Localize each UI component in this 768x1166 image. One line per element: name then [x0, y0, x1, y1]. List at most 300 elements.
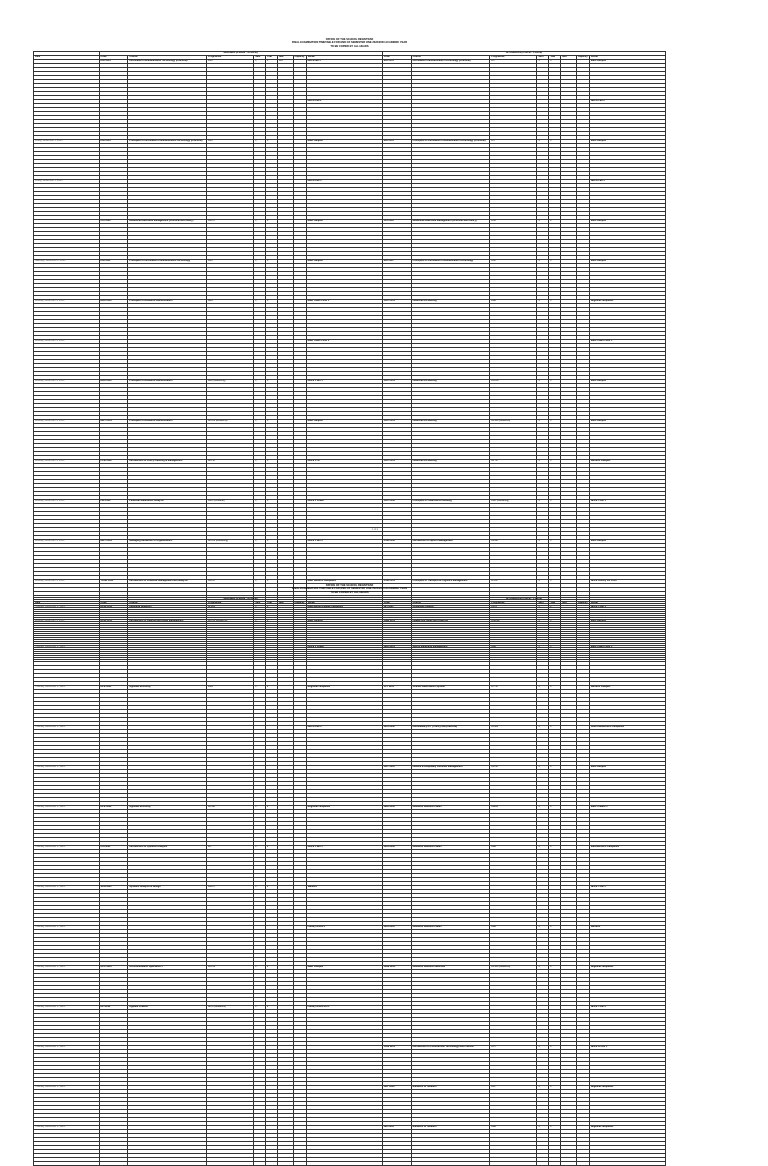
cell-mprog: BSCIT: [207, 886, 254, 890]
cell-mcourse: Introduction to Financial management and analysis: [128, 580, 207, 584]
cell-date: Friday, December 1, 2023: [34, 140, 100, 144]
cell-asem: 1: [537, 726, 549, 730]
cell-mprog: BSIT: [207, 260, 254, 264]
cell-ayear: 2: [549, 1046, 561, 1050]
cell-mcode: CIS 0106: [99, 220, 128, 224]
col-venue: Venue: [306, 56, 382, 60]
cell-mvenue: HRCR Lab 2: [306, 100, 382, 104]
cell-avenue: Main campus: [589, 766, 665, 770]
cell-acourse: Information Communication Technology (Practical): [411, 60, 490, 64]
cell-ayear: 2: [549, 966, 561, 970]
cell-msem: 1: [254, 606, 266, 610]
cell-myear: 1: [266, 500, 278, 504]
cell-asem: 1: [537, 140, 549, 144]
cell-aprog: BTLM: [490, 580, 537, 584]
cell-avenue: HRCR Lab 3: [589, 100, 665, 104]
cell-date: Tuesday, December 5, 2023: [34, 606, 100, 610]
cell-aprog: BFIN: [490, 606, 537, 610]
cell-date: Saturday, December 2, 2023: [34, 260, 100, 264]
cell-msem: 1: [254, 846, 266, 850]
cell-acode: BBA 0201: [382, 646, 411, 650]
cell-mprog: BCHM (Relations): [207, 620, 254, 624]
cell-mvenue: Main campus: [306, 420, 382, 424]
cell-aprog: BLNM: [490, 540, 537, 544]
cell-mcourse: Introduction to Policy Planning & Management: [128, 460, 207, 464]
col-year: Year: [266, 602, 278, 606]
cell-aprog: BPSM (Relations): [490, 420, 537, 424]
cell-mprog: BHRM: [207, 606, 254, 610]
col-date: Date: [34, 602, 100, 606]
cell-msem: 1: [254, 620, 266, 624]
cell-ayear: 2: [549, 220, 561, 224]
cell-avenue: Main campus: [589, 60, 665, 64]
cell-avenue: Main/Western Campuses: [589, 846, 665, 850]
cell-aprog: BSIT: [490, 260, 537, 264]
cell-acourse: Business Research Skills: [411, 806, 490, 810]
cell-asem: 1: [537, 646, 549, 650]
cell-acourse: Financial Accounting: [411, 460, 490, 464]
cell-ayear: 2: [549, 806, 561, 810]
cell-avenue: Block 5 Rm 1: [589, 500, 665, 504]
afternoon-session-header: AFTERNOON (2:00PM - 5:00PM): [382, 598, 665, 602]
cell-asem: 1: [537, 260, 549, 264]
cell-msem: 1: [254, 260, 266, 264]
cell-mvenue: Main campus: [306, 220, 382, 224]
office-heading: OFFICE OF THE SCHOOL REGISTRAR: [325, 38, 374, 41]
cell-mprog: BSA: [207, 686, 254, 690]
cell-acourse: Intermediary ICT (Theory and practical): [411, 726, 490, 730]
cell-asem: 1: [537, 1126, 549, 1130]
cell-ayear: 2: [549, 766, 561, 770]
cell-msem: 1: [254, 886, 266, 890]
timetable-page-1: [33, 38, 666, 660]
cell-acourse: Principles of Information Communication Technology: [411, 260, 490, 264]
cell-ayear: 1: [549, 580, 561, 584]
afternoon-session-header: AFTERNOON (2:00PM - 5:00PM): [382, 52, 665, 56]
cell-msem: 1: [254, 540, 266, 544]
cell-myear: 1: [266, 140, 278, 144]
cell-acode: BIR 0204: [382, 1126, 411, 1130]
morning-session-header: MORNING (8:30AM - 12:30PM): [99, 598, 382, 602]
cell-mcourse: Principles of Business Administration: [128, 300, 207, 304]
cell-acourse: Introduction to Construction Technology and Practice: [411, 1046, 490, 1050]
cell-mprog: BPPM: [207, 460, 254, 464]
cell-aprog: BPTD: [490, 460, 537, 464]
cell-myear: 1: [266, 380, 278, 384]
cell-mvenue: Main/Western/Mbale campuses: [306, 606, 382, 610]
cell-acode: IAR 0111: [382, 260, 411, 264]
timetable-body: [34, 60, 666, 660]
cell-mcourse: Systems Analysis & Design: [128, 886, 207, 890]
cell-myear: 1: [266, 540, 278, 544]
cell-date: Tuesday, December 5, 2023: [34, 686, 100, 690]
cell-aprog: BCT: [490, 1046, 537, 1050]
col-code: Code: [99, 602, 128, 606]
morning-session-header: MORNING (8:30AM - 12:30PM): [99, 52, 382, 56]
col-size: Size: [277, 602, 293, 606]
cell-msem: 1: [254, 580, 266, 584]
cell-acode: HTM 0101: [382, 580, 411, 584]
cell-myear: 1: [266, 460, 278, 464]
col-venue: Venue: [589, 602, 665, 606]
cell-acode: BUS 0203: [382, 846, 411, 850]
cell-myear: 1: [266, 300, 278, 304]
cell-mcode: IAR 0111: [99, 260, 128, 264]
cell-avenue: Regional campuses: [589, 1126, 665, 1130]
timetable-table: [33, 51, 666, 660]
cell-msem: 1: [254, 220, 266, 224]
cell-mprog: BCHM: [207, 966, 254, 970]
cell-asem: 1: [537, 1046, 549, 1050]
cell-msem: 1: [254, 686, 266, 690]
cell-msem: 1: [254, 806, 266, 810]
cell-avenue: Main campus: [589, 540, 665, 544]
cell-ayear: 1: [549, 420, 561, 424]
cell-myear: 2: [266, 1006, 278, 1010]
cell-acourse: Financial Accounting: [411, 420, 490, 424]
cell-mvenue: Western: [306, 886, 382, 890]
cell-acourse: Business Research Methods: [411, 966, 490, 970]
cell-avenue: Regional campuses: [589, 966, 665, 970]
col-programme: Programme: [207, 56, 254, 60]
cell-avenue: Western Campus: [589, 686, 665, 690]
cell-date: Monday, December 4, 2023: [34, 460, 100, 464]
cell-asem: 1: [537, 300, 549, 304]
cell-acourse: Leadership Study and Analysis: [411, 620, 490, 624]
cell-aprog: BIT: [490, 140, 537, 144]
cell-ayear: 2: [549, 646, 561, 650]
cell-asem: 1: [537, 380, 549, 384]
cell-mcode: SAN 0201: [99, 886, 128, 890]
cell-mcode: FIN 0103: [99, 500, 128, 504]
cell-avenue: Block 5 Rm 5: [589, 886, 665, 890]
cell-acourse: Financial Accounting: [411, 300, 490, 304]
col-size: Size: [561, 56, 577, 60]
cell-mcourse: Managing Behaviour in Organizations: [128, 540, 207, 544]
cell-myear: 1: [266, 580, 278, 584]
cell-acourse: Introduction to Sports Management: [411, 540, 490, 544]
cell-avenue: Main Tower Floor 1: [589, 646, 665, 650]
cell-msem: 1: [254, 420, 266, 424]
page-number: 1 of 2: [372, 528, 378, 531]
col-capacity: Capacity: [577, 55, 588, 59]
cell-mcode: CIS 0201: [99, 846, 128, 850]
cell-ayear: 1: [549, 620, 561, 624]
cell-mcode: IAR 0101: [99, 60, 128, 64]
cell-aprog: BCSM: [490, 726, 537, 730]
cell-myear: 2: [266, 806, 278, 810]
cell-asem: 1: [537, 806, 549, 810]
cell-aprog: BBA: [490, 846, 537, 850]
cell-acode: ACC 0102: [382, 500, 411, 504]
cell-mprog: BCOM (Marketing): [207, 540, 254, 544]
cell-mprog: BSCA: [207, 580, 254, 584]
cell-mvenue: Main Tower Floor 1: [306, 300, 382, 304]
cell-msem: 1: [254, 966, 266, 970]
cell-avenue: Main campus: [589, 220, 665, 224]
cell-mcourse: Applied Finance: [128, 1006, 207, 1010]
col-year: Year: [549, 602, 561, 606]
cell-mvenue: Block 1 Lower: [306, 646, 382, 650]
cell-myear: 2: [266, 220, 278, 224]
cell-acode: HOM 0201: [382, 966, 411, 970]
cell-avenue: Block 5 Rm 3: [589, 1006, 665, 1010]
cell-date: Tuesday, December 5, 2023: [34, 1006, 100, 1010]
cell-aprog: BIT: [490, 60, 537, 64]
cell-avenue: Main Theatre 1: [589, 806, 665, 810]
cell-mvenue: Main Tower Floor 2: [306, 340, 382, 344]
cell-aprog: BTTM: [490, 686, 537, 690]
col-course: Course: [411, 602, 490, 606]
col-code: Code: [99, 56, 128, 60]
cell-acourse: Relational Data Base Management (Practical and theory): [411, 220, 490, 224]
cell-msem: 1: [254, 140, 266, 144]
cell-ayear: 2: [549, 686, 561, 690]
cell-ayear: 1: [549, 460, 561, 464]
col-year: Year: [266, 56, 278, 60]
cell-mprog: BBA: [207, 300, 254, 304]
timetable-title: FINAL EXAMINATION TIMETABLE FOR END OF SEMESTER ONE 2022/2023 ACADEMIC YEAR: [291, 41, 408, 45]
col-sem: Sem: [537, 56, 549, 60]
cell-date: Monday, December 4, 2023: [34, 620, 100, 624]
cell-aprog: BLHM: [490, 766, 537, 770]
cell-acode: HSM 0101: [382, 620, 411, 624]
cell-aprog: BBA: [490, 1126, 537, 1130]
cell-mcourse: Financial Statements Analysis: [128, 500, 207, 504]
cell-mvenue: Main campus: [306, 260, 382, 264]
cell-asem: 1: [537, 1086, 549, 1090]
cell-aprog: BPSM (Relations): [490, 966, 537, 970]
cell-mcourse: Principles of Information Communication Technology: [128, 260, 207, 264]
cell-mprog: BSIT: [207, 60, 254, 64]
office-heading: OFFICE OF THE SCHOOL REGISTRAR: [325, 584, 374, 587]
cell-myear: 1: [266, 260, 278, 264]
cell-date: Tuesday, December 5, 2023: [34, 966, 100, 970]
cell-aprog: BSBSM: [490, 620, 537, 624]
cell-mprog: BFIN (Relations): [207, 1006, 254, 1010]
cell-mcode: BFI 0202: [99, 1006, 128, 1010]
cell-myear: 1: [266, 420, 278, 424]
cell-myear: 2: [266, 886, 278, 890]
cell-mcourse: Introduction of Catering and Hotel Management: [128, 620, 207, 624]
cell-avenue: Block 5 Rm 1: [589, 606, 665, 610]
cell-ayear: 2: [549, 726, 561, 730]
col-course: Course: [128, 56, 207, 60]
col-course: Course: [411, 56, 490, 60]
cell-date: Monday, December 4, 2023: [34, 500, 100, 504]
cell-asem: 1: [537, 220, 549, 224]
cell-mcode: HCM 0104: [99, 620, 128, 624]
cell-mvenue: Regional campuses: [306, 806, 382, 810]
cell-acode: BAT 0206: [382, 1086, 411, 1090]
cell-mvenue: Block 5 Rm 3: [306, 540, 382, 544]
cell-msem: 1: [254, 60, 266, 64]
cell-acode: CIS 0106: [382, 220, 411, 224]
cell-myear: 2: [266, 846, 278, 850]
cell-msem: 1: [254, 1006, 266, 1010]
cell-date: Tuesday, December 5, 2023: [34, 726, 100, 730]
cell-avenue: Regional campuses: [589, 300, 665, 304]
cell-asem: 1: [537, 926, 549, 930]
cell-acode: IAR 0101: [382, 140, 411, 144]
cell-acourse: Business Research Skills: [411, 926, 490, 930]
cell-mcourse: Principles of Business Administration: [128, 380, 207, 384]
cell-asem: 1: [537, 686, 549, 690]
cell-date: Tuesday, December 5, 2023: [34, 766, 100, 770]
cell-mvenue: Block 5 Rm 1: [306, 380, 382, 384]
cell-date: Monday, December 4, 2023: [34, 380, 100, 384]
cell-mcode: BBA 0101: [99, 380, 128, 384]
cell-mprog: BIT: [207, 846, 254, 850]
cell-asem: 1: [537, 460, 549, 464]
cell-avenue: Main campus: [589, 140, 665, 144]
timetable-title: FINAL EXAMINATION TIMETABLE FOR END OF SEMESTER ONE 2022/2023 ACADEMIC YEAR: [291, 587, 408, 591]
cell-aprog: BBC (Marketing): [490, 500, 537, 504]
cell-mcode: MGT 0101: [99, 420, 128, 424]
col-programme: Programme: [490, 602, 537, 606]
cell-avenue: Main campus: [589, 380, 665, 384]
cell-mvenue: HRCR Lab 4: [306, 726, 382, 730]
cell-asem: 1: [537, 420, 549, 424]
cell-mprog: BSIT: [207, 140, 254, 144]
cell-acourse: Principles of Financial Accounting: [411, 500, 490, 504]
col-code: Code: [382, 56, 411, 60]
cell-ayear: 2: [549, 1126, 561, 1130]
cell-aprog: BBAM: [490, 806, 537, 810]
cell-mvenue: HRCR lab 1: [306, 60, 382, 64]
cell-mcode: BPE 0201: [99, 686, 128, 690]
cell-mcourse: Introduction to Systems Analysis: [128, 846, 207, 850]
cell-mprog: BPSM: [207, 806, 254, 810]
cell-acode: IAR 0101: [382, 60, 411, 64]
cell-acode: ACC 0101: [382, 420, 411, 424]
cell-ayear: 1: [549, 540, 561, 544]
cell-acourse: Sports Marketing Management: [411, 646, 490, 650]
col-capacity: Capacity: [577, 601, 588, 605]
cell-date: Monday, December 4, 2023: [34, 300, 100, 304]
cell-mvenue: Regional campuses: [306, 686, 382, 690]
cell-msem: 1: [254, 300, 266, 304]
cell-ayear: 1: [549, 260, 561, 264]
cell-avenue: Main campus: [589, 420, 665, 424]
cell-asem: 1: [537, 846, 549, 850]
timetable-subtitle: TO BE COPIED BY ALL HEADS: [330, 44, 369, 48]
cell-mcourse: Relational Data Base Management (Practical and theory): [128, 220, 207, 224]
cell-ayear: 1: [549, 140, 561, 144]
col-venue: Venue: [306, 602, 382, 606]
cell-ayear: 1: [549, 500, 561, 504]
cell-mvenue: Main campus: [306, 140, 382, 144]
timetable-body: [34, 606, 666, 1166]
col-programme: Programme: [207, 602, 254, 606]
cell-myear: 1: [266, 620, 278, 624]
cell-mvenue: HRCR Lab 4: [306, 180, 382, 184]
col-size: Size: [561, 602, 577, 606]
cell-acode: ACC 0101: [382, 460, 411, 464]
cell-asem: 1: [537, 966, 549, 970]
cell-asem: 1: [537, 580, 549, 584]
cell-date: Tuesday, December 5, 2023: [34, 846, 100, 850]
cell-msize: 120: [277, 60, 293, 64]
cell-mcode: IAR 0101: [99, 140, 128, 144]
cell-date: Tuesday, December 5, 2023: [34, 886, 100, 890]
col-capacity: Capacity: [294, 55, 305, 59]
cell-avenue: Western Campus: [589, 460, 665, 464]
cell-mvenue: Block 5 Rm 5: [306, 846, 382, 850]
cell-ayear: 2: [549, 606, 561, 610]
cell-acode: BFI 0201: [382, 606, 411, 610]
cell-mcourse: Industrial Relations: [128, 606, 207, 610]
cell-date: Tuesday, December 5, 2023: [34, 806, 100, 810]
cell-acode: HTM 0102: [382, 540, 411, 544]
cell-avenue: Block Library 1st Floor: [589, 580, 665, 584]
cell-date: Tuesday, December 5, 2023: [34, 1086, 100, 1090]
cell-ayear: 2: [549, 846, 561, 850]
cell-acourse: Elements of Taxation: [411, 1126, 490, 1130]
cell-asem: 1: [537, 60, 549, 64]
cell-acourse: Airlines Reservation System: [411, 686, 490, 690]
cell-date: Monday, December 4, 2023: [34, 580, 100, 584]
cell-acourse: Leisure & Hospitality Facilities Management: [411, 766, 490, 770]
col-venue: Venue: [589, 56, 665, 60]
cell-acode: ACC 0101: [382, 380, 411, 384]
timetable-table: [33, 597, 666, 1166]
cell-mcode: ACC 0201: [99, 966, 128, 970]
cell-msem: 1: [254, 500, 266, 504]
col-size: Size: [277, 56, 293, 60]
cell-date: Tuesday, December 5, 2023: [34, 926, 100, 930]
table-row-blank: [34, 1162, 666, 1166]
cell-ayear: 2: [549, 1086, 561, 1090]
col-sem: Sem: [254, 602, 266, 606]
col-sem: Sem: [254, 56, 266, 60]
cell-myear: 2: [266, 686, 278, 690]
cell-mprog: BCOM (Relations): [207, 420, 254, 424]
cell-acode: CAM 0201: [382, 1046, 411, 1050]
cell-date: Monday, December 4, 2023: [34, 340, 100, 344]
cell-date: Tuesday, December 5, 2023: [34, 1126, 100, 1130]
cell-acode: ACC 0101: [382, 300, 411, 304]
cell-mcourse: Agrarian Economy: [128, 806, 207, 810]
cell-mcode: MGT 0104: [99, 540, 128, 544]
cell-aprog: BSC: [490, 220, 537, 224]
col-year: Year: [549, 56, 561, 60]
cell-mcourse: Principles of Information Communication Technology (Practical): [128, 140, 207, 144]
cell-aprog: BBA: [490, 300, 537, 304]
cell-mprog: BBA (Marketing): [207, 380, 254, 384]
cell-acourse: Principles of Transport & Logistics Management: [411, 580, 490, 584]
cell-myear: 1: [266, 60, 278, 64]
col-programme: Programme: [490, 56, 537, 60]
cell-acode: BBA 0202: [382, 806, 411, 810]
cell-mvenue: Block PTD: [306, 460, 382, 464]
cell-ayear: 1: [549, 60, 561, 64]
cell-aprog: BBA: [490, 926, 537, 930]
cell-avenue: Western: [589, 926, 665, 930]
cell-mprog: BSCS: [207, 220, 254, 224]
col-sem: Sem: [537, 602, 549, 606]
cell-asem: 1: [537, 620, 549, 624]
cell-mcode: PPM 0102: [99, 460, 128, 464]
cell-mvenue: Main Campus: [306, 966, 382, 970]
cell-acourse: Advanced Finance: [411, 606, 490, 610]
cell-mvenue: Block 1 Lower: [306, 500, 382, 504]
cell-avenue: Main campus: [589, 260, 665, 264]
cell-date: Friday, December 1, 2023: [34, 180, 100, 184]
cell-avenue: HRCR Lab 4: [589, 180, 665, 184]
cell-msem: 1: [254, 460, 266, 464]
cell-mvenue: Library Block Rm 1: [306, 1006, 382, 1010]
